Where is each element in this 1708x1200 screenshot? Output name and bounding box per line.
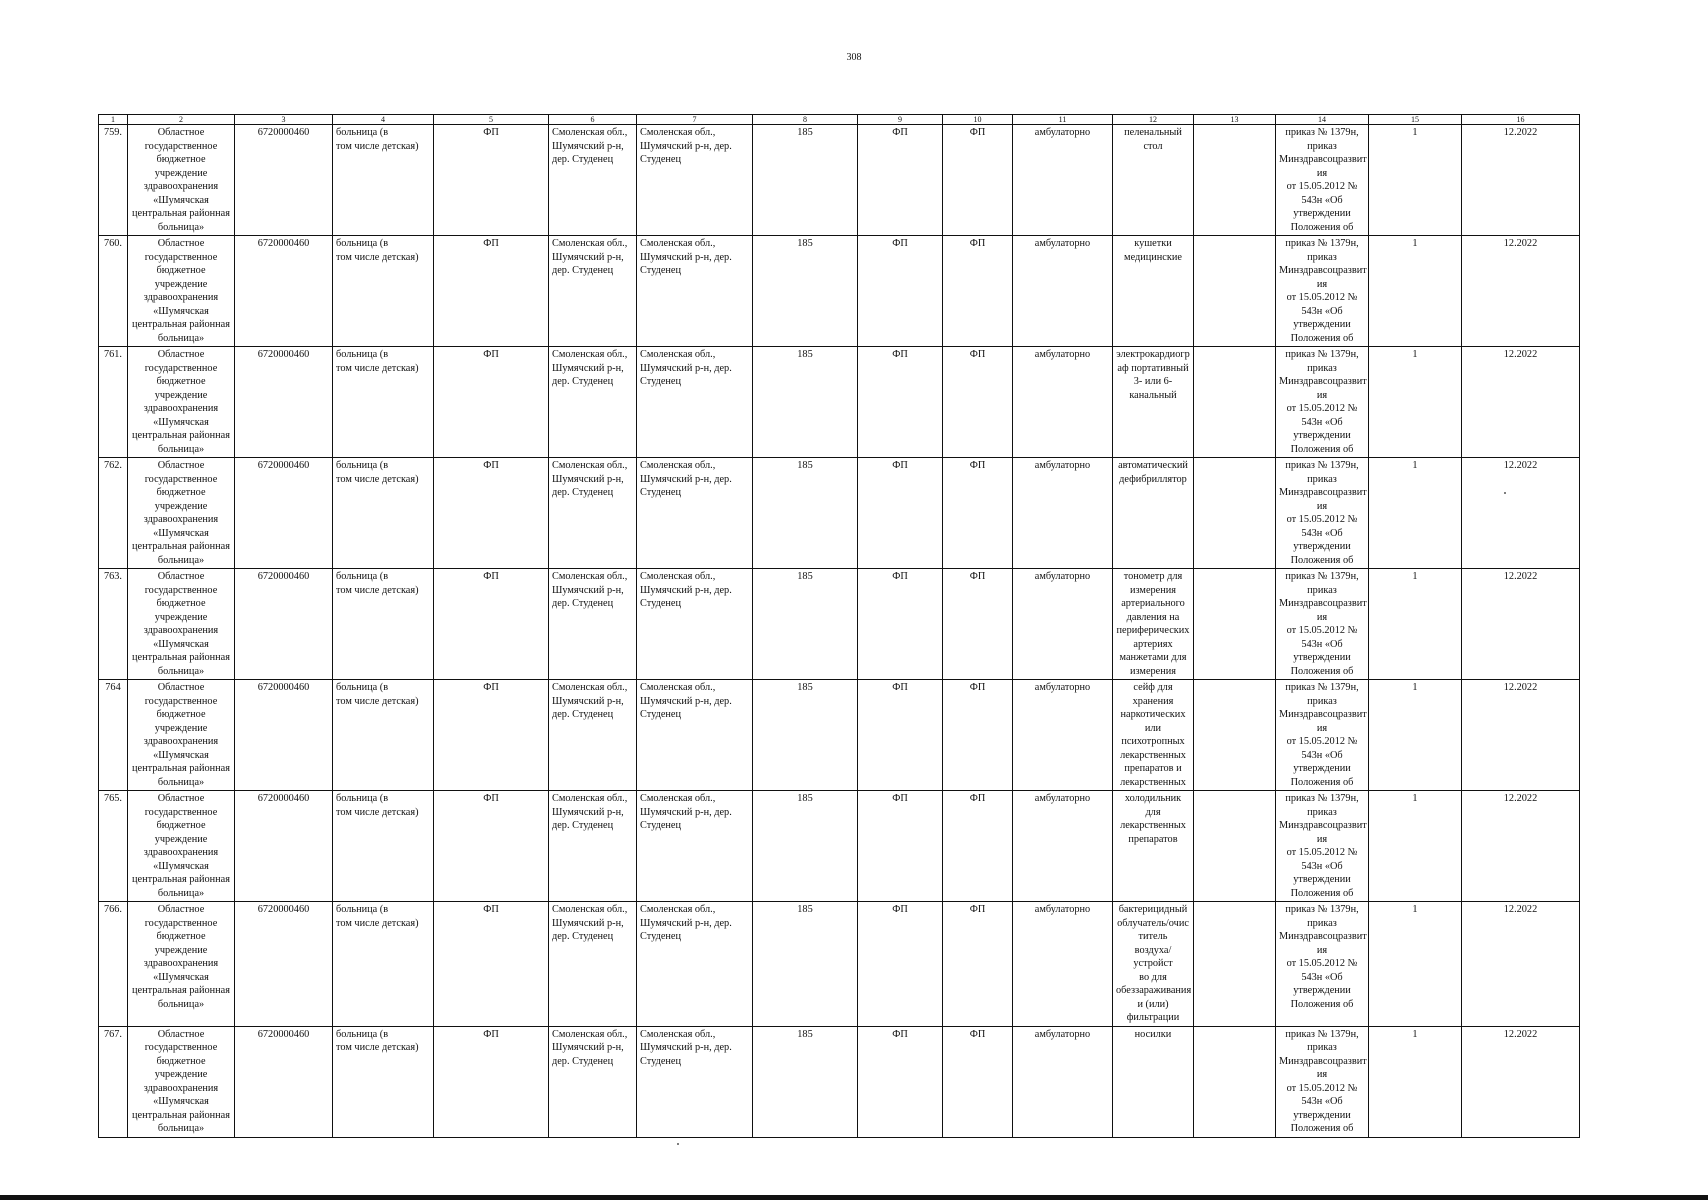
empty-cell	[1194, 680, 1276, 791]
page-bottom-edge	[0, 1195, 1708, 1200]
subdivision-type: ФП	[858, 347, 943, 458]
table-body	[99, 125, 1580, 1138]
facility-address: Смоленская обл., Шумячский р-н, дер. Студенец	[637, 236, 753, 347]
organization-name: Областное государственное бюджетное учреждение здравоохранения «Шумячская центральная районная больница»	[128, 458, 235, 569]
regulation-reference: приказ № 1379н, приказ Минздравсоцразвит ия от 15.05.2012 № 543н «Об утверждении Положения об	[1276, 569, 1369, 680]
empty-cell	[1194, 458, 1276, 569]
column-number-header: 16	[1462, 115, 1580, 125]
table-row	[99, 1026, 1580, 1137]
quantity: 1	[1369, 458, 1462, 569]
inn-code: 6720000460	[235, 458, 333, 569]
unit-type: ФП	[434, 236, 549, 347]
delivery-date: 12.2022	[1462, 902, 1580, 1027]
subdivision-kind: ФП	[943, 791, 1013, 902]
delivery-date: 12.2022	[1462, 347, 1580, 458]
code-value: 185	[753, 1026, 858, 1137]
table-row	[99, 236, 1580, 347]
organization-name: Областное государственное бюджетное учреждение здравоохранения «Шумячская центральная районная больница»	[128, 236, 235, 347]
facility-type: больница (в том числе детская)	[333, 347, 434, 458]
empty-cell	[1194, 236, 1276, 347]
column-number-header: 13	[1194, 115, 1276, 125]
empty-cell	[1194, 1026, 1276, 1137]
table-row	[99, 569, 1580, 680]
table-row	[99, 347, 1580, 458]
column-number-row	[99, 115, 1580, 125]
column-number-header: 14	[1276, 115, 1369, 125]
inn-code: 6720000460	[235, 791, 333, 902]
registry-table	[98, 114, 1580, 1138]
subdivision-type: ФП	[858, 236, 943, 347]
care-form: амбулаторно	[1013, 680, 1113, 791]
unit-type: ФП	[434, 347, 549, 458]
column-number-header: 3	[235, 115, 333, 125]
inn-code: 6720000460	[235, 125, 333, 236]
quantity: 1	[1369, 347, 1462, 458]
column-number-header: 12	[1113, 115, 1194, 125]
facility-type: больница (в том числе детская)	[333, 569, 434, 680]
code-value: 185	[753, 125, 858, 236]
code-value: 185	[753, 236, 858, 347]
organization-name: Областное государственное бюджетное учреждение здравоохранения «Шумячская центральная районная больница»	[128, 902, 235, 1027]
table-row	[99, 791, 1580, 902]
unit-type: ФП	[434, 1026, 549, 1137]
quantity: 1	[1369, 902, 1462, 1027]
equipment-name: электрокардиогр аф портативный 3- или 6- канальный	[1113, 347, 1194, 458]
row-number: 766.	[99, 902, 128, 1027]
inn-code: 6720000460	[235, 236, 333, 347]
table-row	[99, 458, 1580, 569]
quantity: 1	[1369, 680, 1462, 791]
delivery-date: 12.2022	[1462, 680, 1580, 791]
scan-speck	[677, 1143, 679, 1145]
facility-type: больница (в том числе детская)	[333, 458, 434, 569]
inn-code: 6720000460	[235, 347, 333, 458]
table-row	[99, 902, 1580, 1027]
column-number-header: 8	[753, 115, 858, 125]
delivery-date: 12.2022	[1462, 458, 1580, 569]
unit-type: ФП	[434, 680, 549, 791]
quantity: 1	[1369, 791, 1462, 902]
subdivision-kind: ФП	[943, 902, 1013, 1027]
column-number-header: 2	[128, 115, 235, 125]
facility-address: Смоленская обл., Шумячский р-н, дер. Студенец	[637, 902, 753, 1027]
equipment-name: автоматический дефибриллятор	[1113, 458, 1194, 569]
subdivision-kind: ФП	[943, 236, 1013, 347]
column-number-header: 10	[943, 115, 1013, 125]
inn-code: 6720000460	[235, 1026, 333, 1137]
subdivision-type: ФП	[858, 125, 943, 236]
code-value: 185	[753, 902, 858, 1027]
subdivision-type: ФП	[858, 791, 943, 902]
column-number-header: 5	[434, 115, 549, 125]
organization-name: Областное государственное бюджетное учреждение здравоохранения «Шумячская центральная районная больница»	[128, 1026, 235, 1137]
unit-type: ФП	[434, 458, 549, 569]
delivery-date: 12.2022	[1462, 569, 1580, 680]
facility-address: Смоленская обл., Шумячский р-н, дер. Студенец	[637, 125, 753, 236]
empty-cell	[1194, 125, 1276, 236]
care-form: амбулаторно	[1013, 791, 1113, 902]
column-number-header: 4	[333, 115, 434, 125]
regulation-reference: приказ № 1379н, приказ Минздравсоцразвит ия от 15.05.2012 № 543н «Об утверждении Положения об	[1276, 347, 1369, 458]
care-form: амбулаторно	[1013, 569, 1113, 680]
facility-type: больница (в том числе детская)	[333, 1026, 434, 1137]
table-row	[99, 680, 1580, 791]
legal-address: Смоленская обл., Шумячский р-н, дер. Студенец	[549, 458, 637, 569]
code-value: 185	[753, 791, 858, 902]
organization-name: Областное государственное бюджетное учреждение здравоохранения «Шумячская центральная районная больница»	[128, 680, 235, 791]
code-value: 185	[753, 569, 858, 680]
quantity: 1	[1369, 236, 1462, 347]
facility-address: Смоленская обл., Шумячский р-н, дер. Студенец	[637, 1026, 753, 1137]
legal-address: Смоленская обл., Шумячский р-н, дер. Студенец	[549, 347, 637, 458]
facility-address: Смоленская обл., Шумячский р-н, дер. Студенец	[637, 680, 753, 791]
row-number: 759.	[99, 125, 128, 236]
row-number: 761.	[99, 347, 128, 458]
unit-type: ФП	[434, 569, 549, 680]
legal-address: Смоленская обл., Шумячский р-н, дер. Студенец	[549, 680, 637, 791]
code-value: 185	[753, 680, 858, 791]
regulation-reference: приказ № 1379н, приказ Минздравсоцразвит ия от 15.05.2012 № 543н «Об утверждении Положения об	[1276, 791, 1369, 902]
delivery-date: 12.2022	[1462, 125, 1580, 236]
regulation-reference: приказ № 1379н, приказ Минздравсоцразвит ия от 15.05.2012 № 543н «Об утверждении Положения об	[1276, 125, 1369, 236]
facility-address: Смоленская обл., Шумячский р-н, дер. Студенец	[637, 569, 753, 680]
subdivision-kind: ФП	[943, 1026, 1013, 1137]
facility-type: больница (в том числе детская)	[333, 791, 434, 902]
equipment-name: сейф для хранения наркотических или психотропных лекарственных препаратов и лекарственных	[1113, 680, 1194, 791]
column-number-header: 7	[637, 115, 753, 125]
unit-type: ФП	[434, 125, 549, 236]
subdivision-type: ФП	[858, 680, 943, 791]
care-form: амбулаторно	[1013, 236, 1113, 347]
facility-address: Смоленская обл., Шумячский р-н, дер. Студенец	[637, 458, 753, 569]
care-form: амбулаторно	[1013, 125, 1113, 236]
regulation-reference: приказ № 1379н, приказ Минздравсоцразвит ия от 15.05.2012 № 543н «Об утверждении Положения об	[1276, 458, 1369, 569]
care-form: амбулаторно	[1013, 347, 1113, 458]
empty-cell	[1194, 902, 1276, 1027]
legal-address: Смоленская обл., Шумячский р-н, дер. Студенец	[549, 236, 637, 347]
subdivision-kind: ФП	[943, 569, 1013, 680]
equipment-name: бактерицидный облучатель/очис титель воздуха/устройст во для обеззараживания и (или) фильтрации	[1113, 902, 1194, 1027]
empty-cell	[1194, 569, 1276, 680]
row-number: 760.	[99, 236, 128, 347]
equipment-name: кушетки медицинские	[1113, 236, 1194, 347]
care-form: амбулаторно	[1013, 1026, 1113, 1137]
legal-address: Смоленская обл., Шумячский р-н, дер. Студенец	[549, 1026, 637, 1137]
quantity: 1	[1369, 125, 1462, 236]
care-form: амбулаторно	[1013, 902, 1113, 1027]
column-number-header: 9	[858, 115, 943, 125]
row-number: 765.	[99, 791, 128, 902]
subdivision-type: ФП	[858, 902, 943, 1027]
regulation-reference: приказ № 1379н, приказ Минздравсоцразвит ия от 15.05.2012 № 543н «Об утверждении Положения об	[1276, 902, 1369, 1027]
inn-code: 6720000460	[235, 902, 333, 1027]
row-number: 762.	[99, 458, 128, 569]
organization-name: Областное государственное бюджетное учреждение здравоохранения «Шумячская центральная районная больница»	[128, 347, 235, 458]
delivery-date: 12.2022	[1462, 791, 1580, 902]
facility-type: больница (в том числе детская)	[333, 902, 434, 1027]
facility-type: больница (в том числе детская)	[333, 680, 434, 791]
subdivision-kind: ФП	[943, 680, 1013, 791]
facility-type: больница (в том числе детская)	[333, 236, 434, 347]
inn-code: 6720000460	[235, 680, 333, 791]
quantity: 1	[1369, 1026, 1462, 1137]
row-number: 763.	[99, 569, 128, 680]
column-number-header: 15	[1369, 115, 1462, 125]
facility-address: Смоленская обл., Шумячский р-н, дер. Студенец	[637, 347, 753, 458]
column-number-header: 6	[549, 115, 637, 125]
code-value: 185	[753, 458, 858, 569]
legal-address: Смоленская обл., Шумячский р-н, дер. Студенец	[549, 125, 637, 236]
facility-type: больница (в том числе детская)	[333, 125, 434, 236]
subdivision-type: ФП	[858, 458, 943, 569]
facility-address: Смоленская обл., Шумячский р-н, дер. Студенец	[637, 791, 753, 902]
organization-name: Областное государственное бюджетное учреждение здравоохранения «Шумячская центральная районная больница»	[128, 125, 235, 236]
empty-cell	[1194, 791, 1276, 902]
table-row	[99, 125, 1580, 236]
column-number-header: 1	[99, 115, 128, 125]
legal-address: Смоленская обл., Шумячский р-н, дер. Студенец	[549, 902, 637, 1027]
organization-name: Областное государственное бюджетное учреждение здравоохранения «Шумячская центральная районная больница»	[128, 569, 235, 680]
quantity: 1	[1369, 569, 1462, 680]
subdivision-type: ФП	[858, 569, 943, 680]
subdivision-kind: ФП	[943, 347, 1013, 458]
row-number: 764	[99, 680, 128, 791]
organization-name: Областное государственное бюджетное учреждение здравоохранения «Шумячская центральная районная больница»	[128, 791, 235, 902]
regulation-reference: приказ № 1379н, приказ Минздравсоцразвит ия от 15.05.2012 № 543н «Об утверждении Положения об	[1276, 236, 1369, 347]
column-number-header: 11	[1013, 115, 1113, 125]
unit-type: ФП	[434, 791, 549, 902]
care-form: амбулаторно	[1013, 458, 1113, 569]
regulation-reference: приказ № 1379н, приказ Минздравсоцразвит ия от 15.05.2012 № 543н «Об утверждении Положения об	[1276, 1026, 1369, 1137]
subdivision-kind: ФП	[943, 458, 1013, 569]
legal-address: Смоленская обл., Шумячский р-н, дер. Студенец	[549, 569, 637, 680]
legal-address: Смоленская обл., Шумячский р-н, дер. Студенец	[549, 791, 637, 902]
unit-type: ФП	[434, 902, 549, 1027]
inn-code: 6720000460	[235, 569, 333, 680]
page-number: 308	[846, 52, 862, 63]
delivery-date: 12.2022	[1462, 1026, 1580, 1137]
equipment-name: носилки	[1113, 1026, 1194, 1137]
subdivision-type: ФП	[858, 1026, 943, 1137]
code-value: 185	[753, 347, 858, 458]
equipment-name: тонометр для измерения артериального давления на периферических артериях манжетами для измерения	[1113, 569, 1194, 680]
regulation-reference: приказ № 1379н, приказ Минздравсоцразвит ия от 15.05.2012 № 543н «Об утверждении Положения об	[1276, 680, 1369, 791]
row-number: 767.	[99, 1026, 128, 1137]
equipment-name: холодильник для лекарственных препаратов	[1113, 791, 1194, 902]
delivery-date: 12.2022	[1462, 236, 1580, 347]
scan-speck	[1504, 492, 1506, 494]
equipment-name: пеленальный стол	[1113, 125, 1194, 236]
empty-cell	[1194, 347, 1276, 458]
subdivision-kind: ФП	[943, 125, 1013, 236]
